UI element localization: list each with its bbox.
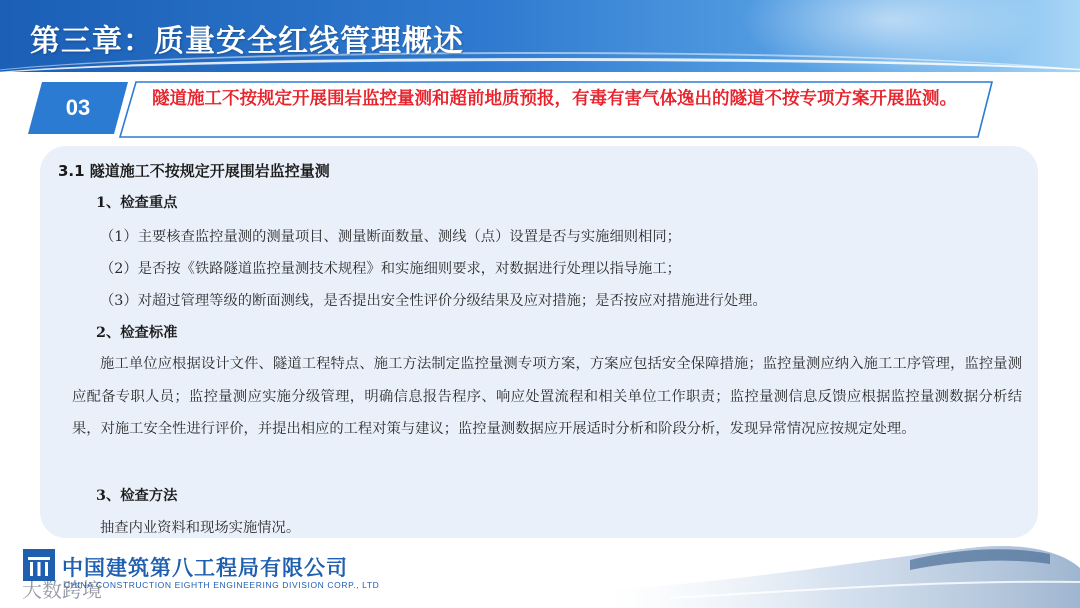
subsection-heading: 3.1 隧道施工不按规定开展围岩监控量测	[58, 162, 330, 180]
watermark: 大数跨境	[22, 578, 102, 602]
check-method-text: 抽查内业资料和现场实施情况。	[100, 520, 301, 536]
check-focus-item: （3）对超过管理等级的断面测线，是否提出安全性评价分级结果及应对措施；是否按应对措施进行处理。	[100, 293, 767, 309]
content-panel	[40, 146, 1038, 538]
section-number: 03	[65, 95, 91, 120]
check-standard-title: 2、检查标准	[96, 325, 178, 341]
header-banner	[0, 0, 1080, 72]
check-focus-item: （1）主要核查监控量测的测量项目、测量断面数量、测线（点）设置是否与实施细则相同；	[100, 229, 681, 245]
train-illustration	[610, 520, 1080, 608]
check-method-title: 3、检查方法	[96, 488, 178, 504]
company-name-cn: 中国建筑第八工程局有限公司	[62, 556, 348, 580]
section-heading: 隧道施工不按规定开展围岩监控量测和超前地质预报，有毒有害气体逸出的隧道不按专项方案开展监测。	[152, 89, 957, 109]
check-focus-item: （2）是否按《铁路隧道监控量测技术规程》和实施细则要求，对数据进行处理以指导施工；	[100, 261, 681, 277]
check-focus-title: 1、检查重点	[96, 195, 178, 211]
check-standard-paragraph: 施工单位应根据设计文件、隧道工程特点、施工方法制定监控量测专项方案，方案应包括安全保障措施；监控量测应纳入施工工序管理，监控量测应配备专职人员；监控量测应实施分级管理，明确信息报告程序、响应处置流程和相关单位工作职责；监控量测信息反馈应根据监控量测数据分析结果，对施工安全性进行评价，并提出相应的工程对策与建议；监控量测数据应开展适时分析和阶段分析，发现异常情况应按规定处理。	[72, 356, 1022, 437]
page-title: 第三章：质量安全红线管理概述	[30, 24, 464, 59]
company-name-en: CHINA CONSTRUCTION EIGHTH ENGINEERING DIVISION CORP., LTD	[64, 580, 380, 590]
